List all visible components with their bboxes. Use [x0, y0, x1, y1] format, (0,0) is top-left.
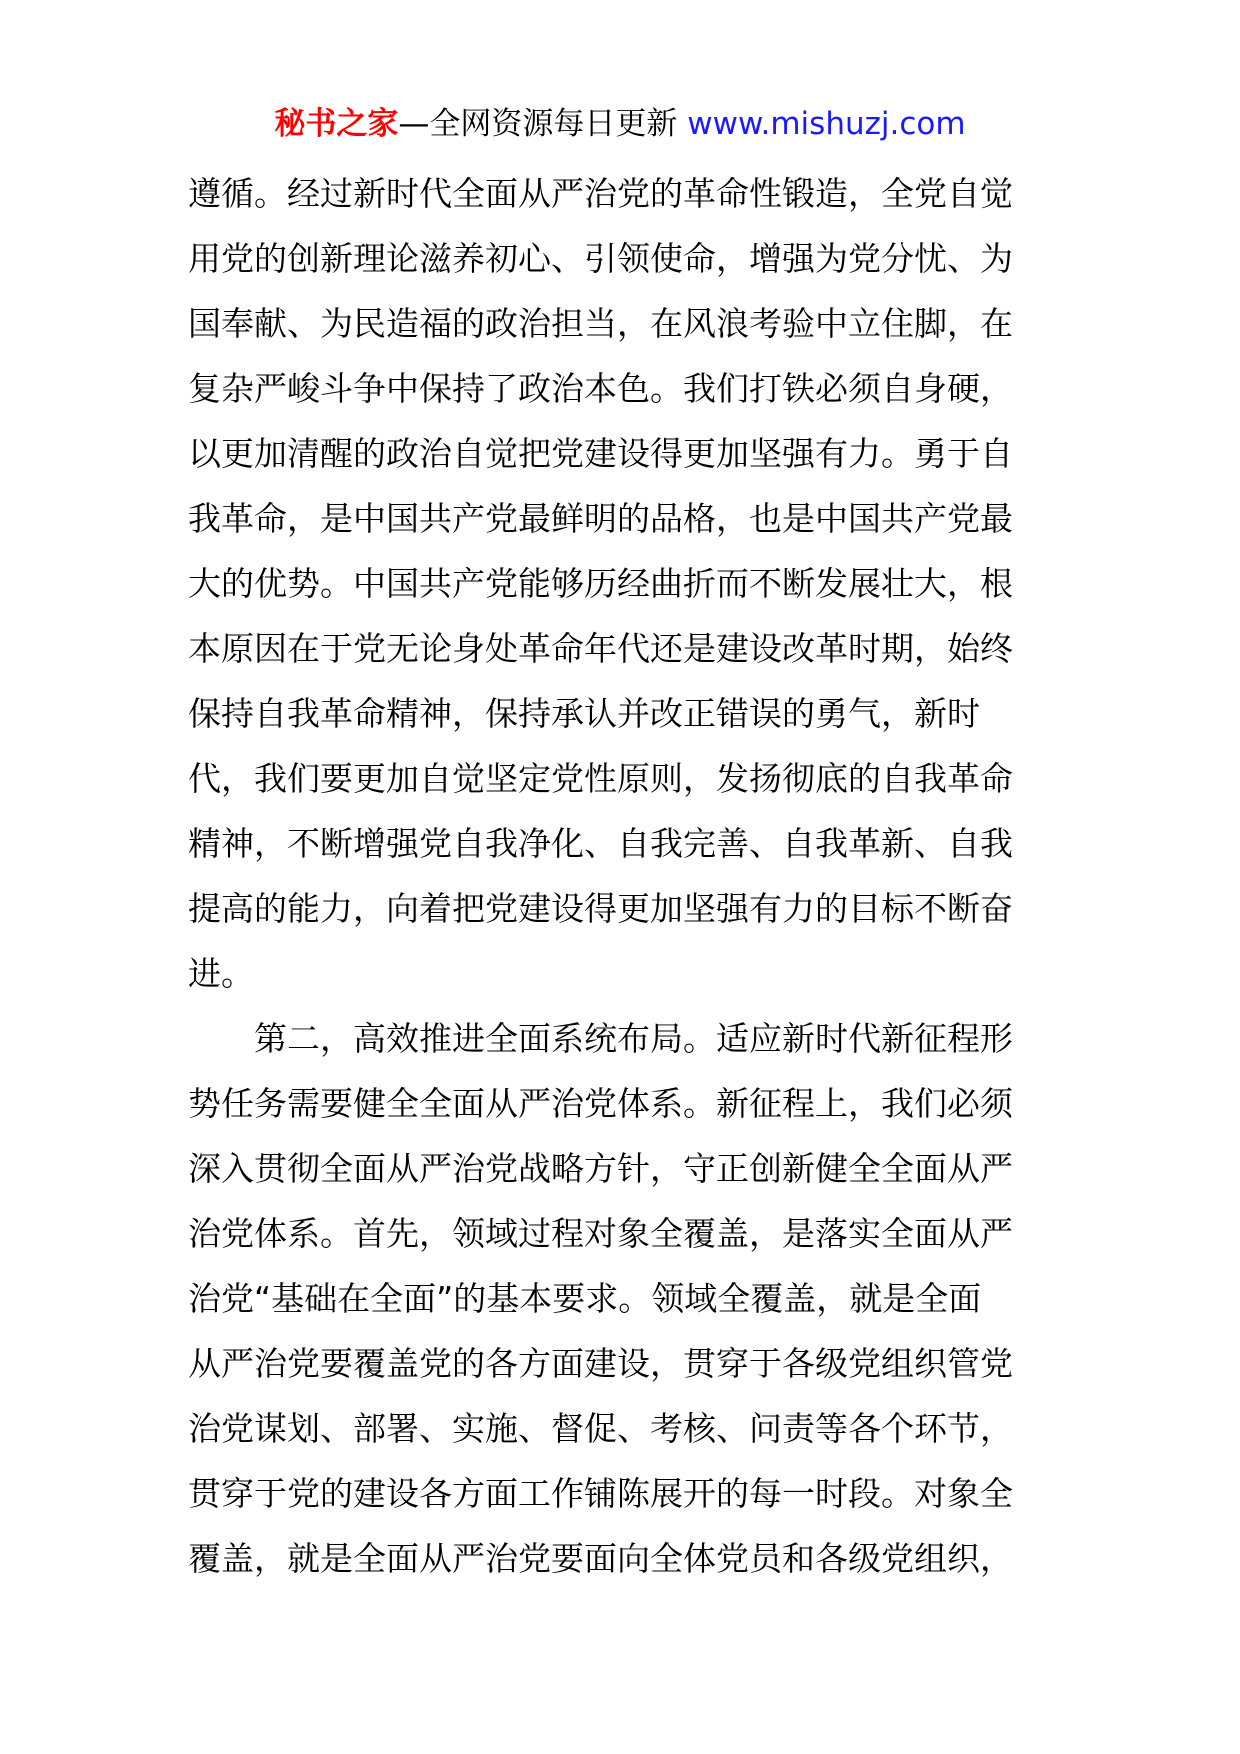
text-line: 第二，高效推进全面系统布局。适应新时代新征程形	[188, 1019, 1013, 1058]
header-tagline: —全网资源每日更新	[398, 106, 678, 142]
brand-name: 秘书之家	[274, 106, 399, 142]
body-paragraphs	[188, 161, 1058, 1591]
text-line: 精神，不断增强党自我净化、自我完善、自我革新、自我	[188, 824, 1013, 863]
text-line: 势任务需要健全全面从严治党体系。新征程上，我们必须	[188, 1084, 1013, 1123]
text-line: 遵循。经过新时代全面从严治党的革命性锻造，全党自觉	[188, 174, 1013, 213]
text-line: 治党谋划、部署、实施、督促、考核、问责等各个环节，	[188, 1409, 1013, 1448]
text-line: 国奉献、为民造福的政治担当，在风浪考验中立住脚，在	[188, 304, 1013, 343]
text-line: 提高的能力，向着把党建设得更加坚强有力的目标不断奋	[188, 889, 1013, 928]
site-url-link[interactable]: www.mishuzj.com	[687, 106, 966, 142]
text-line: 治党“基础在全面”的基本要求。领域全覆盖，就是全面	[188, 1279, 982, 1318]
text-line: 治党体系。首先，领域过程对象全覆盖，是落实全面从严	[188, 1214, 1013, 1253]
text-line: 代，我们要更加自觉坚定党性原则，发扬彻底的自我革命	[188, 759, 1013, 798]
text-line: 大的优势。中国共产党能够历经曲折而不断发展壮大，根	[188, 564, 1013, 603]
text-line: 从严治党要覆盖党的各方面建设，贯穿于各级党组织管党	[188, 1344, 1013, 1383]
text-line: 进。	[188, 954, 254, 993]
text-line: 用党的创新理论滋养初心、引领使命，增强为党分忧、为	[188, 239, 1013, 278]
text-line: 以更加清醒的政治自觉把党建设得更加坚强有力。勇于自	[188, 434, 1013, 473]
site-header	[0, 104, 1240, 144]
text-line: 本原因在于党无论身处革命年代还是建设改革时期，始终	[188, 629, 1013, 668]
text-line: 保持自我革命精神，保持承认并改正错误的勇气，新时	[188, 694, 980, 733]
text-line: 贯穿于党的建设各方面工作铺陈展开的每一时段。对象全	[188, 1474, 1013, 1513]
text-line: 覆盖，就是全面从严治党要面向全体党员和各级党组织，	[188, 1539, 1013, 1578]
text-line: 我革命，是中国共产党最鲜明的品格，也是中国共产党最	[188, 499, 1013, 538]
text-line: 深入贯彻全面从严治党战略方针，守正创新健全全面从严	[188, 1149, 1013, 1188]
text-line: 复杂严峻斗争中保持了政治本色。我们打铁必须自身硬，	[188, 369, 1013, 408]
